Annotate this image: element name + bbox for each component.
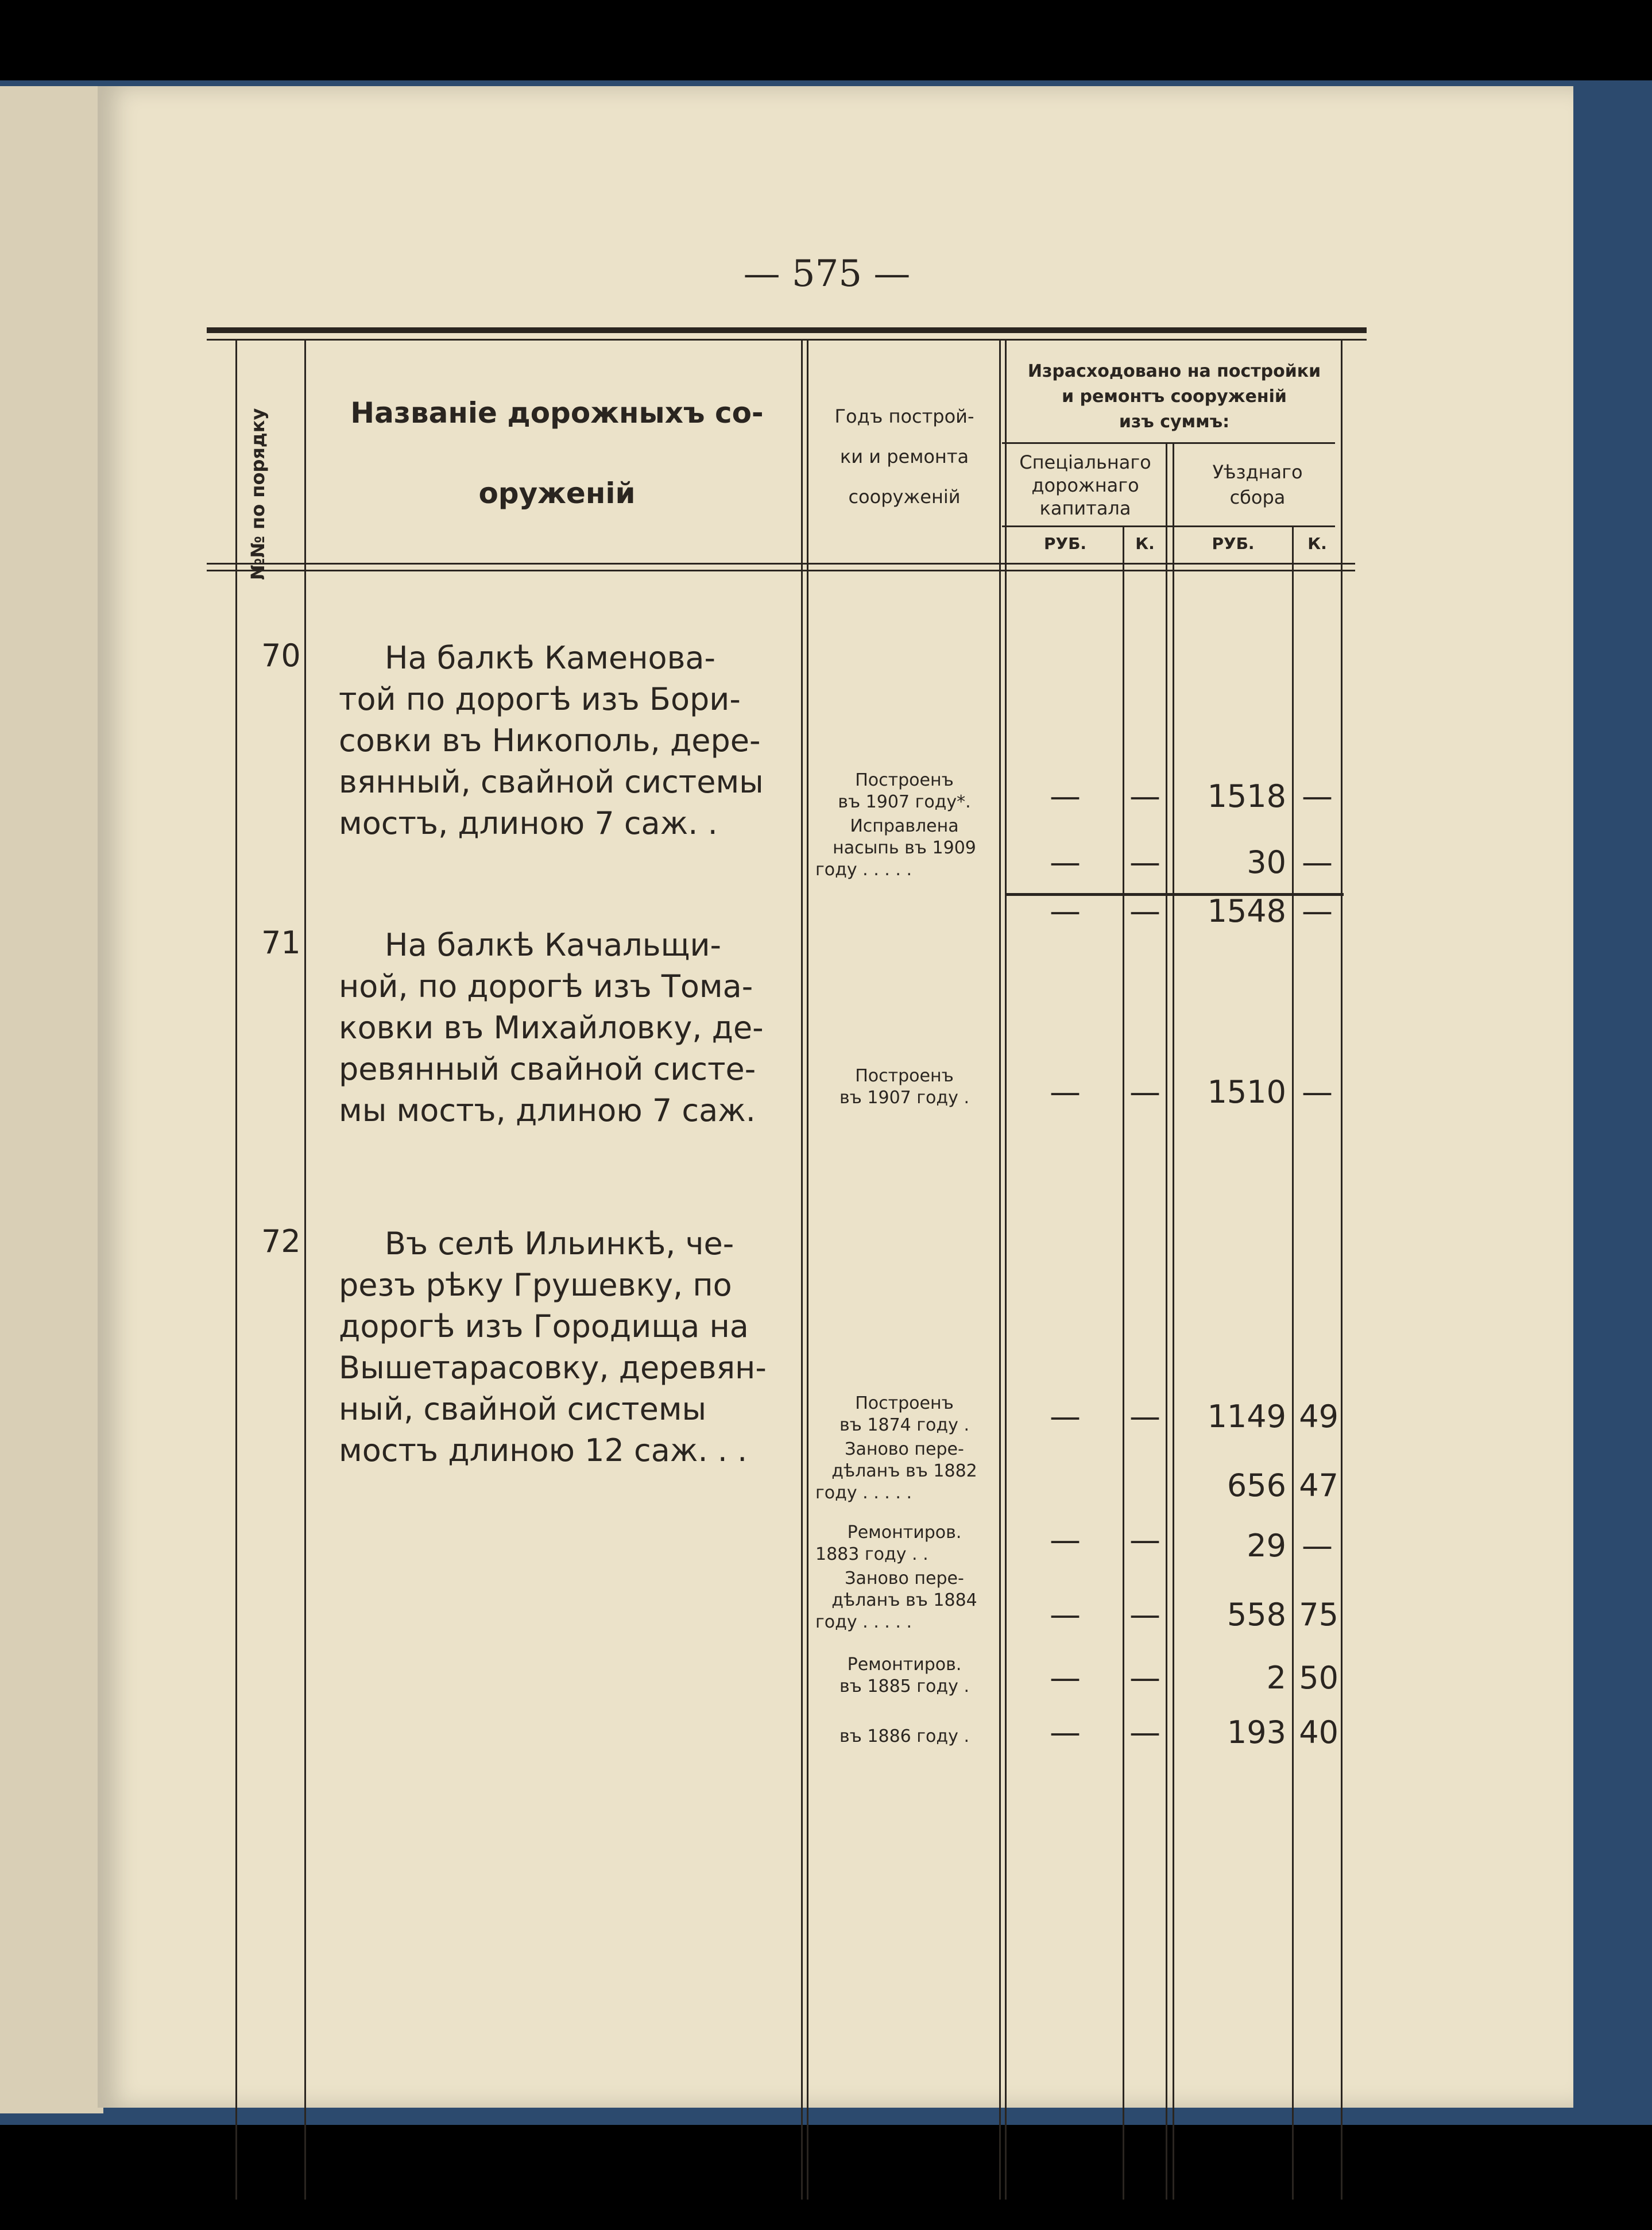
row-72-line-1: Въ селѣ Ильинкѣ, че- — [385, 1226, 734, 1262]
header-col-name-line2: оруженій — [478, 477, 636, 510]
header-year-3: сооруженій — [848, 486, 961, 508]
row-72-year-1b: въ 1874 году . — [839, 1415, 969, 1435]
row-70-district-kop-2: — — [1302, 844, 1333, 880]
row-72-year-6 — [810, 1726, 999, 1748]
row-72-year-4c: году . . . . . — [815, 1612, 912, 1632]
row-70-year-2 — [810, 816, 999, 881]
row-70-line-1: На балкѣ Каменова- — [385, 640, 715, 676]
row-72-line-6: мостъ длиною 12 саж. . . — [339, 1432, 748, 1468]
header-special-3: капитала — [1039, 497, 1131, 519]
row-70-line-4: вянный, свайной системы — [339, 764, 764, 800]
row-72-year-1a: Построенъ — [855, 1393, 954, 1413]
table-top-rule — [207, 327, 1367, 333]
row-72-special-kop-1: — — [1129, 1398, 1160, 1435]
row-71-special-kop-1: — — [1129, 1074, 1160, 1110]
header-district-1: Уѣзднаго — [1212, 461, 1303, 483]
header-bottom-rule — [207, 563, 1355, 565]
row-72-district-rub-4: 558 — [1227, 1597, 1286, 1633]
row-71-district-rub-1: 1510 — [1207, 1074, 1286, 1110]
row-72-district-rub-1: 1149 — [1207, 1398, 1286, 1435]
row-71-year-1 — [810, 1065, 999, 1109]
row-70-total-special-kop: — — [1129, 893, 1160, 929]
col-line-8 — [1341, 339, 1343, 2200]
col-line-6 — [1166, 442, 1167, 2200]
row-71-no: 71 — [261, 925, 301, 961]
row-72-district-rub-5: 2 — [1266, 1660, 1286, 1696]
header-district-2: сбора — [1229, 486, 1286, 508]
table-top-rule-2 — [207, 339, 1367, 341]
col-line-6b — [1173, 442, 1174, 2200]
row-72-year-4 — [810, 1568, 999, 1633]
row-70-district-rub-1: 1518 — [1207, 778, 1286, 814]
row-70-line-3: совки въ Никополь, дере- — [339, 722, 761, 759]
row-70-no: 70 — [261, 637, 301, 674]
row-71-line-3: ковки въ Михайловку, де- — [339, 1010, 764, 1046]
row-72-year-2b: дѣланъ въ 1882 — [831, 1461, 977, 1481]
row-72-year-1 — [810, 1393, 999, 1436]
row-70-name — [339, 637, 792, 844]
row-72-special-rub-5: — — [1050, 1660, 1081, 1696]
header-col-no: №№ по порядку — [247, 408, 269, 580]
row-72-year-5b: въ 1885 году . — [839, 1676, 969, 1696]
col-line-3 — [801, 339, 803, 2200]
row-72-special-rub-3: — — [1050, 1522, 1081, 1558]
col-line-7 — [1292, 525, 1294, 2200]
row-70-year-2b: насыпь въ 1909 — [833, 838, 976, 858]
subheader-rule — [1002, 442, 1335, 444]
page-number: — 575 — — [743, 253, 911, 295]
col-line-4 — [999, 339, 1001, 2200]
row-72-year-5 — [810, 1654, 999, 1698]
row-72-no: 72 — [261, 1223, 301, 1259]
row-72-special-kop-4: — — [1129, 1597, 1160, 1633]
col-line-3b — [807, 339, 808, 2200]
row-72-year-2a: Заново пере- — [845, 1439, 964, 1459]
row-72-special-rub-6: — — [1050, 1714, 1081, 1750]
header-col-special — [1005, 451, 1166, 520]
row-72-special-rub-1: — — [1050, 1398, 1081, 1435]
row-72-year-2 — [810, 1439, 999, 1504]
row-70-year-1 — [810, 770, 999, 813]
header-col-year — [810, 396, 999, 517]
row-70-total-special-rub: — — [1050, 893, 1081, 929]
header-year-2: ки и ремонта — [839, 446, 969, 467]
row-70-year-2a: Исправлена — [850, 816, 959, 836]
row-72-district-rub-6: 193 — [1227, 1714, 1286, 1750]
row-72-district-kop-6: 40 — [1299, 1714, 1338, 1750]
row-71-district-kop-1: — — [1302, 1074, 1333, 1110]
row-71-line-1: На балкѣ Качальщи- — [385, 927, 722, 963]
row-71-year-1b: въ 1907 году . — [839, 1088, 969, 1108]
row-70-district-kop-1: — — [1302, 778, 1333, 814]
row-70-special-kop-2: — — [1129, 844, 1160, 880]
row-72-line-2: резъ рѣку Грушевку, по — [339, 1267, 732, 1303]
row-72-name — [339, 1223, 792, 1471]
row-71-special-rub-1: — — [1050, 1074, 1081, 1110]
row-71-line-2: ной, по дорогѣ изъ Тома- — [339, 968, 753, 1004]
row-72-special-kop-5: — — [1129, 1660, 1160, 1696]
row-72-year-6a: въ 1886 году . — [839, 1726, 969, 1746]
col-line-5 — [1123, 525, 1124, 2200]
row-72-line-4: Вышетарасовку, деревян- — [339, 1350, 767, 1386]
row-72-special-rub-4: — — [1050, 1597, 1081, 1633]
row-72-year-4b: дѣланъ въ 1884 — [831, 1590, 977, 1610]
row-72-district-kop-1: 49 — [1299, 1398, 1338, 1435]
unit-rule — [1002, 525, 1335, 527]
row-72-year-5a: Ремонтиров. — [847, 1655, 962, 1675]
row-71-year-1a: Построенъ — [855, 1066, 954, 1086]
row-72-year-3b: 1883 году . . — [815, 1544, 928, 1564]
row-70-total-kop: — — [1302, 893, 1333, 929]
row-70-year-2c: году . . . . . — [815, 860, 912, 880]
row-72-year-3 — [810, 1522, 999, 1566]
left-page-edge — [0, 86, 103, 2113]
col-line-2 — [304, 339, 306, 2200]
header-col-name-line1: Названіе дорожныхъ со- — [350, 396, 764, 430]
row-70-year-1a: Построенъ — [855, 770, 954, 790]
header-col-district — [1174, 459, 1341, 510]
row-72-line-5: ный, свайной системы — [339, 1391, 707, 1427]
row-70-special-rub-2: — — [1050, 844, 1081, 880]
header-special-1: Спеціальнаго — [1019, 451, 1151, 473]
row-72-district-kop-4: 75 — [1299, 1597, 1338, 1633]
header-spent-2: и ремонтъ сооруженій — [1062, 387, 1287, 407]
header-bottom-rule-2 — [207, 570, 1355, 571]
row-72-district-kop-5: 50 — [1299, 1660, 1338, 1696]
col-line-1 — [235, 339, 237, 2200]
row-70-special-rub-1: — — [1050, 778, 1081, 814]
row-70-year-1b: въ 1907 году*. — [838, 792, 971, 812]
row-71-line-5: мы мостъ, длиною 7 саж. — [339, 1092, 756, 1128]
header-special-2: дорожнаго — [1031, 474, 1139, 496]
row-72-year-4a: Заново пере- — [845, 1568, 964, 1589]
header-col-spent — [1008, 359, 1341, 435]
row-72-year-3a: Ремонтиров. — [847, 1522, 962, 1543]
row-72-line-3: дорогѣ изъ Городища на — [339, 1308, 749, 1344]
unit-kop-district: К. — [1307, 534, 1327, 553]
header-spent-3: изъ суммъ: — [1119, 412, 1230, 432]
row-71-name — [339, 925, 792, 1131]
unit-rub-district: РУБ. — [1212, 534, 1255, 553]
row-72-special-kop-6: — — [1129, 1714, 1160, 1750]
row-72-year-2c: году . . . . . — [815, 1483, 912, 1503]
unit-kop-special: К. — [1135, 534, 1155, 553]
header-year-1: Годъ построй- — [834, 405, 974, 427]
unit-rub-special: РУБ. — [1043, 534, 1087, 553]
row-72-district-rub-2: 656 — [1227, 1467, 1286, 1504]
row-70-line-5: мостъ, длиною 7 саж. . — [339, 805, 718, 841]
row-72-special-kop-3: — — [1129, 1522, 1160, 1558]
row-72-district-kop-3: — — [1302, 1528, 1333, 1564]
col-line-4b — [1005, 339, 1007, 2200]
row-70-line-2: той по дорогѣ изъ Бори- — [339, 681, 741, 717]
row-70-special-kop-1: — — [1129, 778, 1160, 814]
row-70-total-rub: 1548 — [1207, 893, 1286, 929]
row-72-district-kop-2: 47 — [1299, 1467, 1338, 1504]
row-71-line-4: ревянный свайной систе- — [339, 1051, 756, 1087]
row-72-district-rub-3: 29 — [1247, 1528, 1286, 1564]
header-spent-1: Израсходовано на постройки — [1027, 361, 1321, 381]
row-70-district-rub-2: 30 — [1247, 844, 1286, 880]
